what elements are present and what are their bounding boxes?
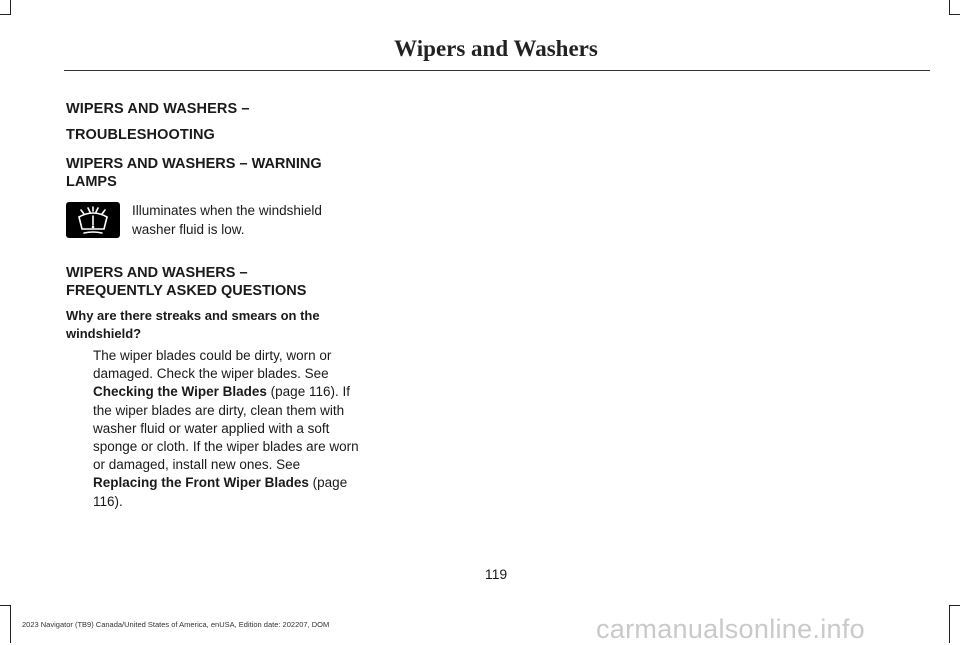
crop-mark [10, 0, 11, 14]
lamp-description: Illuminates when the windshield washer fluid is low. [132, 203, 322, 237]
watermark: carmanualsonline.info [596, 614, 865, 644]
faq-heading [66, 264, 366, 300]
crop-mark [949, 14, 960, 15]
crop-mark [949, 605, 960, 606]
page-number: 119 [484, 566, 508, 582]
faq-question: Why are there streaks and smears on the windshield? [66, 308, 320, 341]
warning-lamp-row [66, 202, 366, 242]
troubleshooting-heading-line2: TROUBLESHOOTING [66, 127, 215, 143]
crop-mark [0, 14, 11, 15]
crop-mark [949, 0, 950, 14]
troubleshooting-heading-line1: WIPERS AND WASHERS – [66, 101, 250, 117]
page-title: Wipers and Washers [394, 36, 598, 61]
answer-text: (page 116). If the wiper blades are dirty, clean them with washer fluid or water applied with a soft sponge or cloth. If the wiper blades are worn or damaged, install new ones. See [93, 384, 359, 473]
crop-mark [949, 605, 950, 643]
main-column [66, 96, 366, 509]
crop-mark [10, 605, 11, 643]
faq-answer [93, 347, 365, 511]
faq-heading-line1: WIPERS AND WASHERS – [66, 265, 248, 281]
header-divider [64, 70, 930, 71]
troubleshooting-heading [66, 96, 366, 148]
warning-lamps-heading: WIPERS AND WASHERS – WARNING LAMPS [66, 156, 322, 190]
answer-text: (page 116). [93, 475, 348, 509]
faq-heading-line2: FREQUENTLY ASKED QUESTIONS [66, 283, 307, 299]
replacing-front-wiper-blades-link[interactable]: Replacing the Front Wiper Blades [93, 475, 309, 491]
footer-edition-text: 2023 Navigator (TB9) Canada/United States of America, enUSA, Edition date: 202207, DOM [22, 620, 330, 629]
washer-fluid-low-icon [66, 202, 120, 238]
checking-wiper-blades-link[interactable]: Checking the Wiper Blades [93, 384, 267, 400]
answer-text: The wiper blades could be dirty, worn or damaged. Check the wiper blades. See [93, 348, 332, 382]
